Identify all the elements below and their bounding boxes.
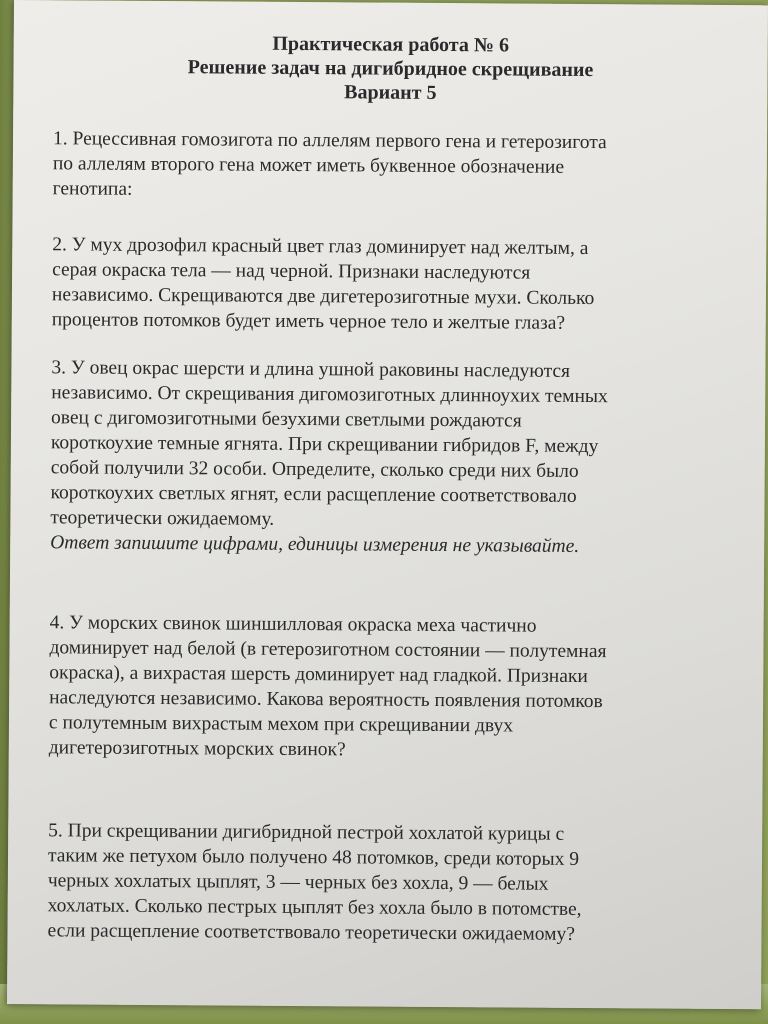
task-2-line: 2. У мух дрозофил красный цвет глаз доминирует над желтым, а <box>52 234 589 260</box>
task-4-line: доминирует над белой (в гетерозиготном состоянии — полутемная <box>49 637 607 663</box>
task-1-line: 1. Рецессивная гомозигота по аллелям первого гена и гетерозигота <box>52 128 607 154</box>
task-4-line: 4. У морских свинок шиншилловая окраска меха частично <box>49 612 537 637</box>
task-3-line: независимо. От скрещивания дигомозиготных длинноухих темных <box>51 382 608 408</box>
worksheet-title: Практическая работа № 6 <box>272 32 510 57</box>
task-5-line: хохлатых. Сколько пестрых цыплят без хохла было в потомстве, <box>47 895 582 920</box>
task-2-line: независимо. Скрещиваются две дигетерозиготные мухи. Сколько <box>51 284 595 310</box>
task-4-line: наследуются независимо. Какова вероятность появления потомков <box>49 687 603 713</box>
worksheet-subtitle: Решение задач на дигибридное скрещивание <box>187 56 594 82</box>
task-5-line: таким же петухом было получено 48 потомков, среди которых 9 <box>47 845 580 870</box>
task-2-line: серая окраска тела — над черной. Признаки наследуются <box>52 259 531 284</box>
worksheet-variant: Вариант 5 <box>344 81 437 104</box>
task-4 <box>49 610 705 765</box>
task-1-line: генотипа: <box>52 178 133 200</box>
task-2 <box>52 232 708 337</box>
task-4-line: окраска), а вихрастая шерсть доминирует над гладкой. Признаки <box>49 662 588 688</box>
task-1 <box>53 126 709 206</box>
task-1-line: по аллелям второго гена может иметь буквенное обозначение <box>52 153 565 178</box>
task-5-line: если расщепление соответствовало теоретически ожидаемому? <box>47 920 575 945</box>
worksheet-header <box>13 30 767 107</box>
worksheet-paper <box>7 0 768 1009</box>
task-3-line: теоретически ожидаемому. <box>50 507 275 530</box>
task-4-line: с полутемным вихрастым мехом при скрещивании двух <box>48 712 514 737</box>
task-4-line: дигетерозиготных морских свинок? <box>48 737 346 761</box>
task-3-line: короткоухих светлых ягнят, если расщепление соответствовало <box>50 482 577 507</box>
task-5 <box>47 818 703 948</box>
task-3-line: собой получили 32 особи. Определите, сколько среди них было <box>50 457 579 482</box>
task-3-line: овец с дигомозиготными безухими светлыми рождаются <box>51 407 522 432</box>
task-2-line: процентов потомков будет иметь черное тело и желтые глаза? <box>51 309 566 334</box>
task-5-line: 5. При скрещивании дигибридной пестрой хохлатой курицы с <box>48 820 565 845</box>
task-3-line: 3. У овец окрас шерсти и длина ушной раковины наследуются <box>51 357 571 382</box>
task-3-answer-hint: Ответ запишите цифрами, единицы измерения не указывайте. <box>50 532 580 557</box>
task-3-line: короткоухие темные ягнята. При скрещивании гибридов F, между <box>50 432 599 458</box>
task-5-line: черных хохлатых цыплят, 3 — черных без хохла, 9 — белых <box>47 870 549 895</box>
task-3 <box>50 355 706 560</box>
